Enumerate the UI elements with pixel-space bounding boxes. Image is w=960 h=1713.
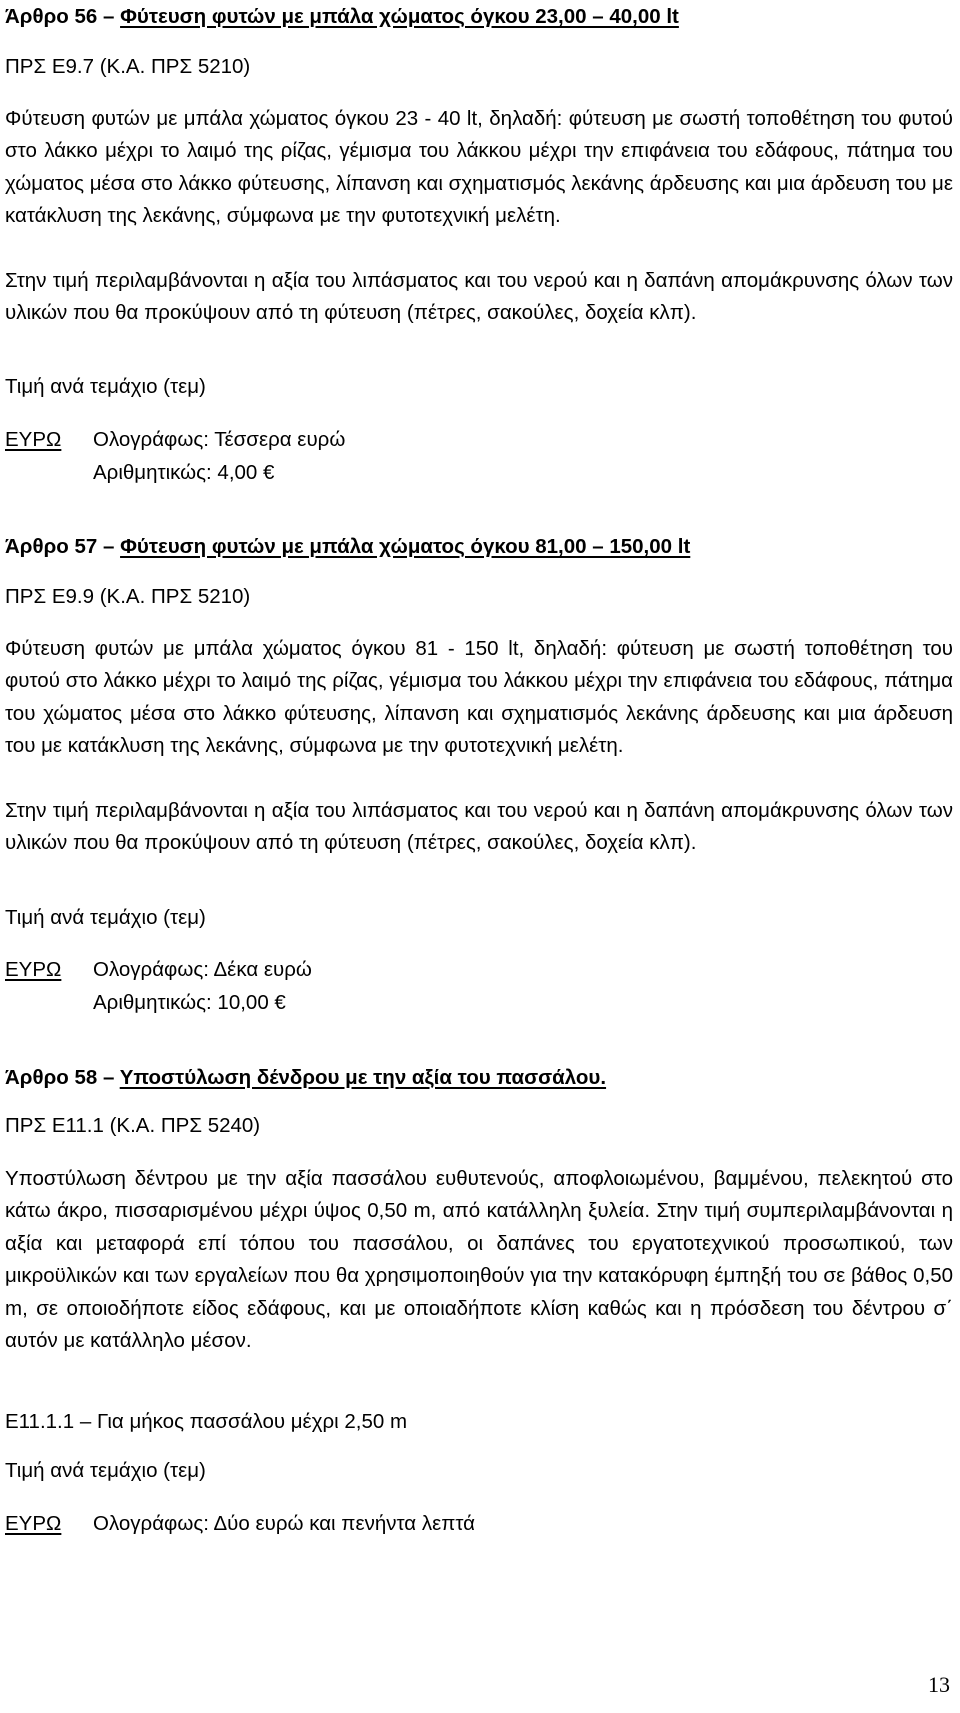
article-56-code: ΠΡΣ Ε9.7 (Κ.Α. ΠΡΣ 5210) — [5, 55, 251, 78]
article-56-price-words-row — [5, 424, 345, 456]
article-58-heading — [5, 1065, 606, 1091]
article-56-inclusion: Στην τιμή περιλαμβάνονται η αξία του λιπάσματος και του νερού και η δαπάνη απομάκρυνσης όλων των υλικών που θα προκύψουν από τη φύτευση (πέτρες, σακούλες, δοχεία κλπ). — [5, 269, 953, 325]
article-56-unit-price: Τιμή ανά τεμάχιο (τεμ) — [5, 375, 206, 398]
article-56-description: Φύτευση φυτών με μπάλα χώματος όγκου 23 - 40 lt, δηλαδή: φύτευση με σωστή τοποθέτηση του φυτού στο λάκκο μέχρι το λαιμό της ρίζας, γέμισμα του λάκκου μέχρι την επιφάνεια του εδάφους, πάτημα του χώματος μέσα στο λάκκο φύτευσης, λίπανση και σχηματισμός λεκάνης άρδευσης και μια άρδευση του με κατάκλυση της λεκάνης, σύμφωνα με την φυτοτεχνική μελέτη. — [5, 107, 953, 228]
price-in-words: Ολογράφως: Δέκα ευρώ — [93, 958, 312, 981]
article-56-heading — [5, 4, 679, 30]
article-57-description: Φύτευση φυτών με μπάλα χώματος όγκου 81 - 150 lt, δηλαδή: φύτευση με σωστή τοποθέτηση του φυτού στο λάκκο μέχρι το λαιμό της ρίζας, γέμισμα του λάκκου μέχρι την επιφάνεια του εδάφους, πάτημα του χώματος μέσα στο λάκκο φύτευσης, λίπανση και σχηματισμός λεκάνης άρδευσης και μια άρδευση του με κατάκλυση της λεκάνης, σύμφωνα με την φυτοτεχνική μελέτη. — [5, 637, 953, 758]
article-57-number: Άρθρο 57 – — [5, 535, 121, 558]
article-56-title: Φύτευση φυτών με μπάλα χώματος όγκου 23,00 – 40,00 lt — [120, 5, 679, 28]
currency-label: ΕΥΡΩ — [5, 1512, 62, 1535]
currency-label: ΕΥΡΩ — [5, 428, 62, 451]
article-57-price-numeric: Αριθμητικώς: 10,00 € — [93, 991, 286, 1014]
article-58-unit-price: Τιμή ανά τεμάχιο (τεμ) — [5, 1459, 206, 1482]
article-58-title: Υποστύλωση δένδρου με την αξία του πασσάλου. — [119, 1066, 607, 1089]
price-in-words: Ολογράφως: Τέσσερα ευρώ — [93, 428, 346, 451]
article-58-code: ΠΡΣ Ε11.1 (Κ.Α. ΠΡΣ 5240) — [5, 1114, 261, 1137]
article-57-code: ΠΡΣ Ε9.9 (Κ.Α. ΠΡΣ 5210) — [5, 585, 251, 608]
article-57-heading — [5, 534, 690, 560]
price-in-words: Ολογράφως: Δύο ευρώ και πενήντα λεπτά — [93, 1512, 476, 1535]
article-56-number: Άρθρο 56 – — [5, 5, 121, 28]
article-58-price-words-row — [5, 1508, 475, 1540]
page-number: 13 — [928, 1672, 950, 1697]
article-58-subitem: Ε11.1.1 – Για μήκος πασσάλου μέχρι 2,50 m — [5, 1410, 408, 1433]
article-57-inclusion: Στην τιμή περιλαμβάνονται η αξία του λιπάσματος και του νερού και η δαπάνη απομάκρυνσης όλων των υλικών που θα προκύψουν από τη φύτευση (πέτρες, σακούλες, δοχεία κλπ). — [5, 799, 953, 855]
article-58-number: Άρθρο 58 – — [5, 1066, 120, 1089]
article-57-title: Φύτευση φυτών με μπάλα χώματος όγκου 81,00 – 150,00 lt — [120, 535, 691, 558]
article-57-unit-price: Τιμή ανά τεμάχιο (τεμ) — [5, 906, 206, 929]
article-58-description: Υποστύλωση δέντρου με την αξία πασσάλου ευθυτενούς, αποφλοιωμένου, βαμμένου, πελεκητού στο κάτω άκρο, πισσαρισμένου μέχρι ύψος 0,50 m, από κατάλληλη ξυλεία. Στην τιμή συμπεριλαμβάνονται η αξία και μεταφορά επί τόπου του πασσάλου, οι δαπάνες του εργατοτεχνικού προσωπικού, των μικροϋλικών και των εργαλείων που θα χρησιμοποιηθούν για την κατακόρυφη έμπηξή του σε βάθος 0,50 m, σε οποιοδήποτε είδος εδάφους, και με οποιαδήποτε κλίση καθώς και η πρόσδεση του δέντρου σ΄ αυτόν με κατάλληλο μέσον. — [5, 1167, 953, 1353]
article-56-price-numeric: Αριθμητικώς: 4,00 € — [93, 461, 275, 484]
currency-label: ΕΥΡΩ — [5, 958, 62, 981]
article-57-price-words-row — [5, 954, 312, 986]
